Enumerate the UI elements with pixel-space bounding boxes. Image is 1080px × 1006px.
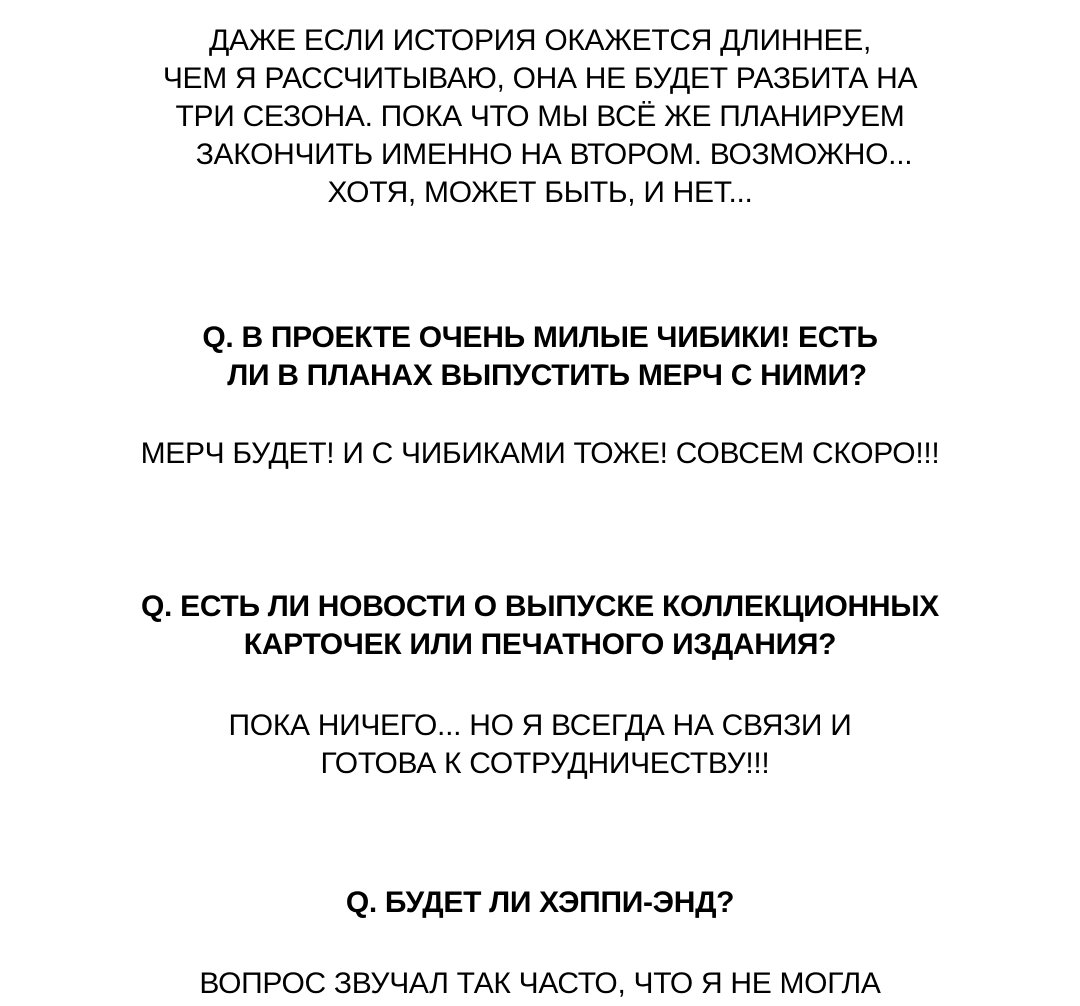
answer-line: ЧЕМ Я РАССЧИТЫВАЮ, ОНА НЕ БУДЕТ РАЗБИТА НА [162,62,918,95]
question-line: ЛИ В ПЛАНАХ ВЫПУСТИТЬ МЕРЧ С НИМИ? [227,359,867,392]
answer-line: ГОТОВА К СОТРУДНИЧЕСТВУ!!! [320,747,770,780]
answer-line: ПОКА НИЧЕГО... НО Я ВСЕГДА НА СВЯЗИ И [228,709,852,742]
answer-line: ВОПРОС ЗВУЧАЛ ТАК ЧАСТО, ЧТО Я НЕ МОГЛА [199,967,881,1000]
answer-line: ДАЖЕ ЕСЛИ ИСТОРИЯ ОКАЖЕТСЯ ДЛИННЕЕ, [208,24,872,57]
answer-line: МЕРЧ БУДЕТ! И С ЧИБИКАМИ ТОЖЕ! СОВСЕМ СКОРО!!! [140,437,940,470]
question-line: Q. В ПРОЕКТЕ ОЧЕНЬ МИЛЫЕ ЧИБИКИ! ЕСТЬ [202,321,878,354]
answer-line: ХОТЯ, МОЖЕТ БЫТЬ, И НЕТ... [327,176,753,209]
question-line: Q. ЕСТЬ ЛИ НОВОСТИ О ВЫПУСКЕ КОЛЛЕКЦИОННЫХ [141,590,939,623]
question-line: Q. БУДЕТ ЛИ ХЭППИ-ЭНД? [345,886,735,919]
answer-line: ЗАКОНЧИТЬ ИМЕННО НА ВТОРОМ. ВОЗМОЖНО... [195,138,913,171]
question-line: КАРТОЧЕК ИЛИ ПЕЧАТНОГО ИЗДАНИЯ? [243,628,837,661]
answer-line: ТРИ СЕЗОНА. ПОКА ЧТО МЫ ВСЁ ЖЕ ПЛАНИРУЕМ [175,100,905,133]
